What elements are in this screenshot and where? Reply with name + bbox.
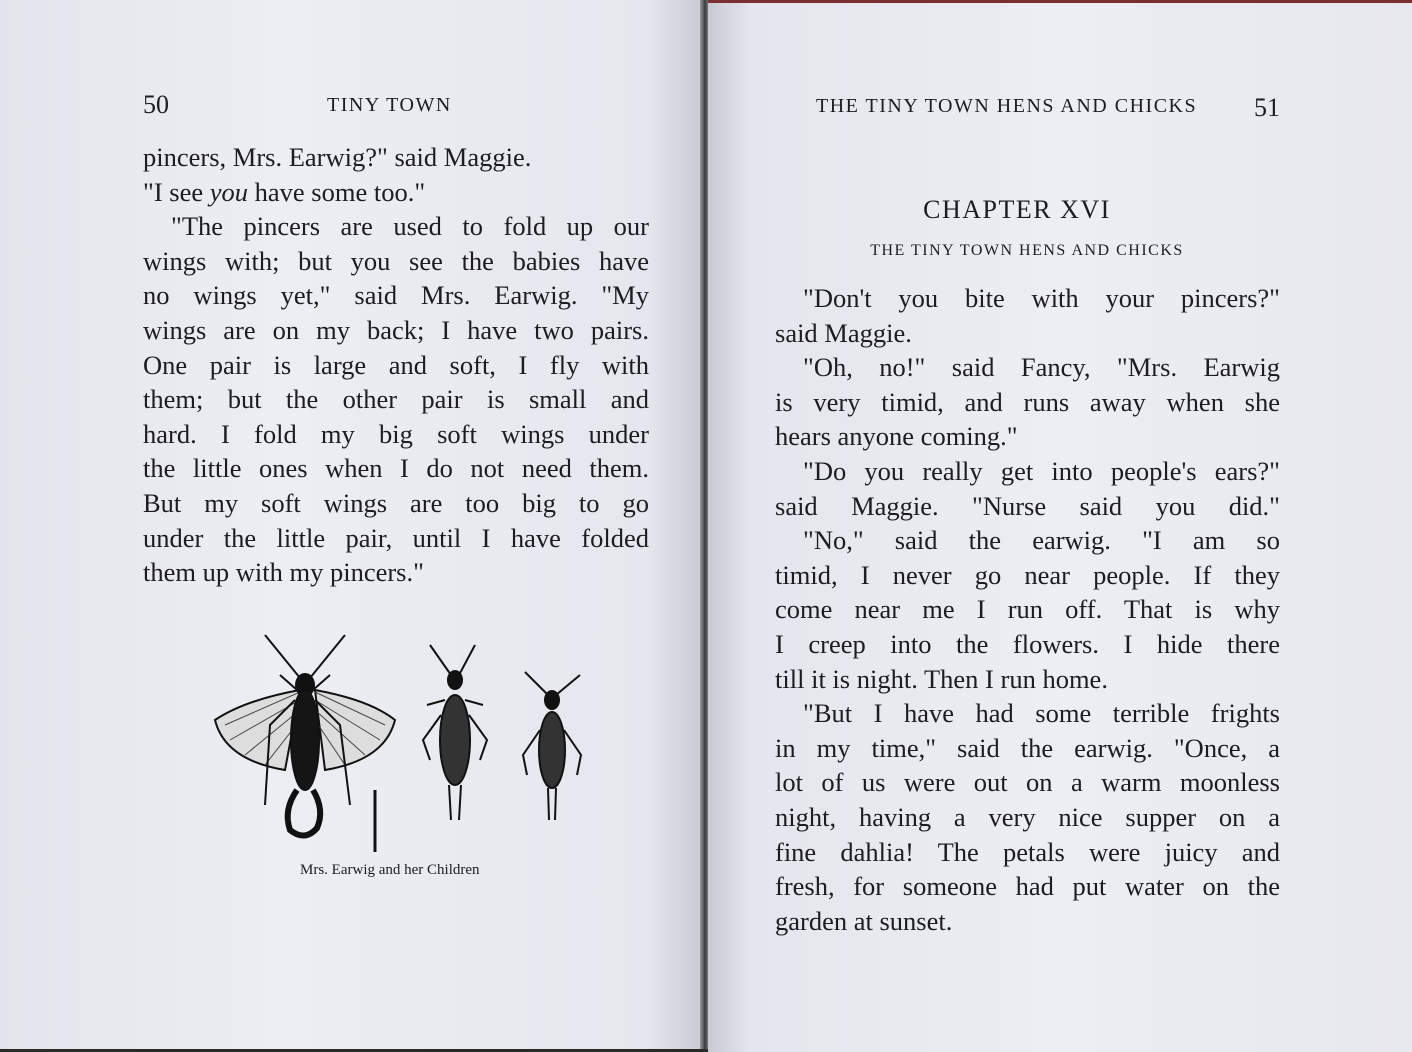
running-head: TINY TOWN <box>327 94 452 116</box>
text-line: wings are on my back; I have two pairs. <box>143 314 649 345</box>
chapter-title: CHAPTER XVI <box>923 195 1111 224</box>
wing-right <box>315 690 395 770</box>
text-line: pincers, Mrs. Earwig?" said Maggie. <box>143 142 532 172</box>
text-line: under the little pair, until I have folded <box>143 522 649 553</box>
text-line: timid, I never go near people. If they <box>775 559 1280 590</box>
text-line: in my time," said the earwig. "Once, a <box>775 732 1280 763</box>
page-number: 50 <box>143 90 169 119</box>
text-line: said Maggie. "Nurse said you did." <box>775 490 1280 521</box>
italic-word: you <box>209 176 248 207</box>
text-line: "But I have had some terrible frights <box>803 698 1280 729</box>
text-line: night, having a very nice supper on a <box>775 801 1280 832</box>
text-line: wings with; but you see the babies have <box>143 245 649 276</box>
page-number: 51 <box>1254 93 1280 122</box>
text-line: hears anyone coming." <box>775 421 1018 452</box>
text-line: till it is night. Then I run home. <box>775 663 1108 694</box>
text-line: is very timid, and runs away when she <box>775 386 1280 417</box>
text-line: come near me I run off. That is why <box>775 594 1280 625</box>
text-line: no wings yet," said Mrs. Earwig. "My <box>143 280 649 311</box>
text-line: "No," said the earwig. "I am so <box>803 525 1280 556</box>
text-line: garden at sunset. <box>775 905 953 936</box>
right-page <box>708 0 1412 1052</box>
text-segment: "I see <box>143 176 210 207</box>
text-line: "Don't you bite with your pincers?" <box>803 283 1280 313</box>
text-line: "Do you really get into people's ears?" <box>803 455 1280 486</box>
text-line <box>143 175 649 210</box>
text-line: I creep into the flowers. I hide there <box>775 628 1280 659</box>
text-line: "The pincers are used to fold up our <box>171 211 649 242</box>
text-line: them; but the other pair is small and <box>143 384 649 415</box>
text-segment: have some too." <box>248 176 426 207</box>
text-line: fine dahlia! The petals were juicy and <box>775 836 1280 867</box>
text-line: One pair is large and soft, I fly with <box>143 349 649 380</box>
text-line: hard. I fold my big soft wings under <box>143 418 649 449</box>
left-page <box>0 0 703 1049</box>
chapter-subtitle: THE TINY TOWN HENS AND CHICKS <box>870 242 1184 259</box>
illustration-caption: Mrs. Earwig and her Children <box>300 862 480 878</box>
text-line: them up with my pincers." <box>143 557 424 588</box>
body-text <box>775 281 1280 938</box>
text-line: fresh, for someone had put water on the <box>775 871 1280 902</box>
text-line: said Maggie. <box>775 317 912 348</box>
wing-left <box>215 690 300 770</box>
text-line: lot of us were out on a warm moonless <box>775 767 1280 798</box>
earwig-illustration <box>205 630 605 855</box>
text-line: the little ones when I do not need them. <box>143 453 649 484</box>
text-line: "Oh, no!" said Fancy, "Mrs. Earwig <box>803 352 1280 383</box>
text-line: But my soft wings are too big to go <box>143 487 649 518</box>
body-text <box>143 140 649 590</box>
running-head: THE TINY TOWN HENS AND CHICKS <box>816 95 1198 117</box>
